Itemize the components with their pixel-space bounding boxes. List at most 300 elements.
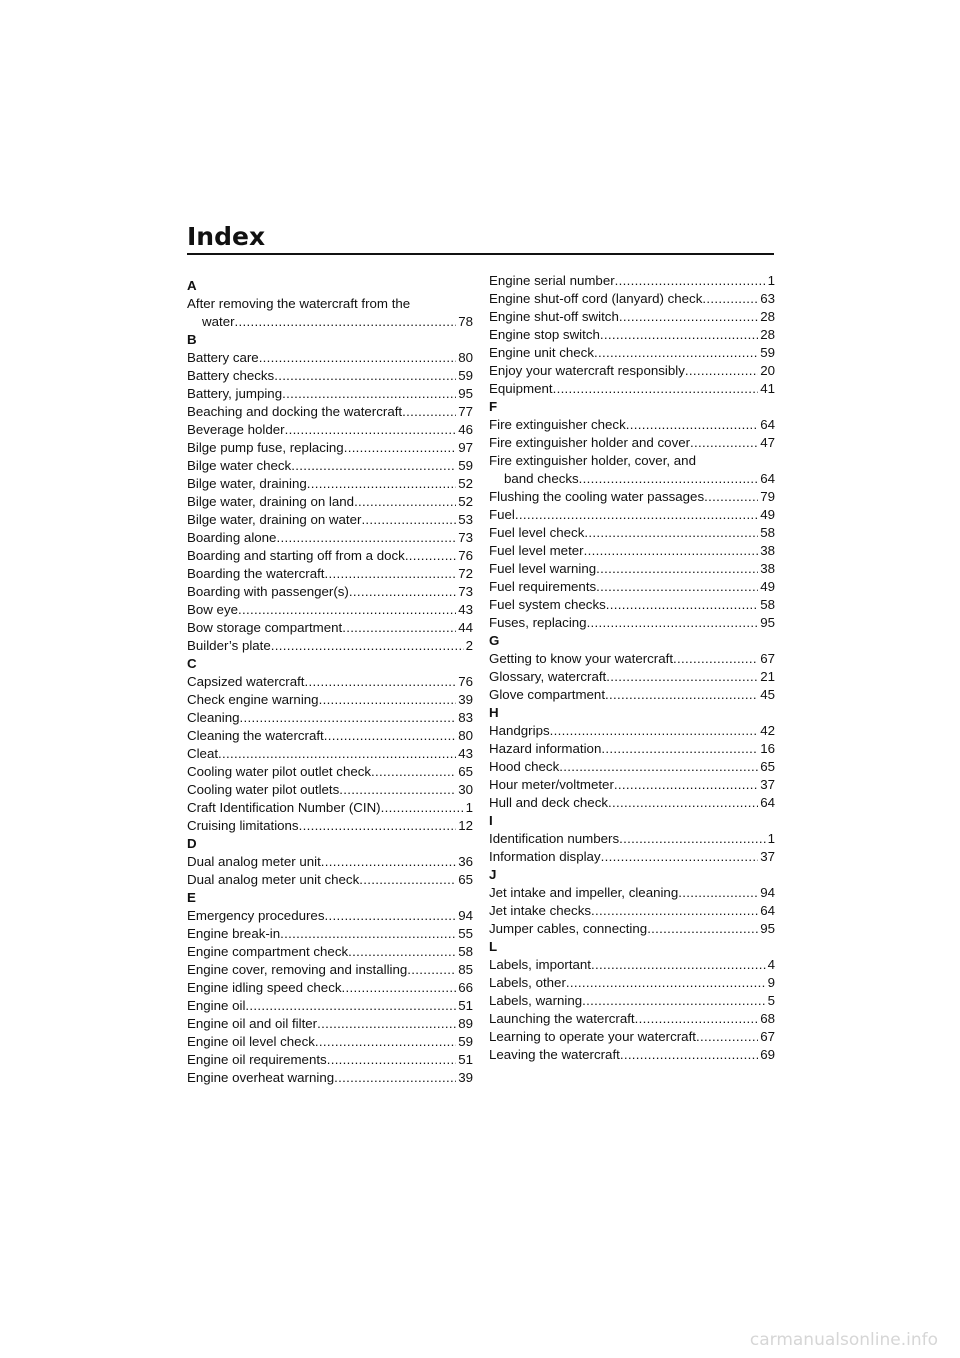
dot-leader: [635, 1010, 759, 1028]
index-entry-page: 53: [458, 512, 473, 527]
index-entry-label: Jumper cables, connecting: [489, 921, 648, 936]
index-entry-page: 65: [458, 872, 473, 887]
index-entry-label: Engine break-in: [187, 926, 281, 941]
index-entry-label: Cleaning the watercraft: [187, 728, 324, 743]
index-entry: [489, 488, 775, 506]
index-entry-page: 76: [458, 548, 473, 563]
index-entry-page: 37: [760, 777, 775, 792]
index-entry: [489, 902, 775, 920]
dot-leader: [601, 848, 759, 866]
index-entry-label: Labels, warning: [489, 993, 583, 1008]
index-entry-page: 58: [760, 525, 775, 540]
index-entry: [187, 1033, 473, 1051]
index-entry-continuation: [489, 470, 775, 488]
dot-leader: [614, 776, 758, 794]
dot-leader: [349, 583, 456, 601]
index-entry-page: 52: [458, 494, 473, 509]
index-entry-page: 49: [760, 579, 775, 594]
dot-leader: [596, 578, 758, 596]
index-entry: [187, 511, 473, 529]
index-entry-label: Engine oil: [187, 998, 246, 1013]
index-letter-heading: L: [489, 939, 498, 954]
dot-leader: [218, 745, 456, 763]
index-entry-label: Fuel level check: [489, 525, 585, 540]
index-letter-heading: I: [489, 813, 493, 828]
index-entry-page: 73: [458, 584, 473, 599]
index-entry: [489, 758, 775, 776]
index-entry-page: 1: [465, 800, 473, 815]
index-entry-label: Labels, other: [489, 975, 566, 990]
index-entry-label: Bilge pump fuse, replacing: [187, 440, 344, 455]
dot-leader: [587, 614, 759, 632]
dot-leader: [299, 817, 457, 835]
index-entry-page: 9: [767, 975, 775, 990]
index-entry: [187, 691, 473, 709]
index-entry: [187, 925, 473, 943]
dot-leader: [291, 457, 456, 475]
index-entry-page: 72: [458, 566, 473, 581]
index-entry-label: Jet intake and impeller, cleaning: [489, 885, 679, 900]
dot-leader: [591, 902, 758, 920]
dot-leader: [259, 349, 457, 367]
index-entry-page: 46: [458, 422, 473, 437]
index-entry: [187, 673, 473, 691]
index-entry: [187, 637, 473, 655]
index-entry: [489, 1046, 775, 1064]
index-entry-page: 43: [458, 602, 473, 617]
dot-leader: [317, 1015, 456, 1033]
index-entry-page: 95: [458, 386, 473, 401]
index-entry-page: 1: [767, 273, 775, 288]
index-entry-label-cont: band checks: [504, 471, 579, 486]
index-entry-page: 51: [458, 1052, 473, 1067]
index-entry: [187, 493, 473, 511]
index-entry: [489, 830, 775, 848]
index-entry: [187, 745, 473, 763]
index-letter-heading: H: [489, 705, 499, 720]
index-entry-page: 52: [458, 476, 473, 491]
index-entry: [187, 961, 473, 979]
index-entry-label: Check engine warning: [187, 692, 319, 707]
index-entry-label: Cleat: [187, 746, 219, 761]
index-entry: [489, 722, 775, 740]
index-entry-label: Launching the watercraft: [489, 1011, 635, 1026]
index-entry-label: Handgrips: [489, 723, 550, 738]
dot-leader: [280, 925, 456, 943]
index-entry-page: 59: [458, 458, 473, 473]
index-entry-label: Equipment: [489, 381, 553, 396]
index-entry: [187, 367, 473, 385]
index-entry: [489, 848, 775, 866]
dot-leader: [591, 956, 766, 974]
dot-leader: [407, 961, 456, 979]
dot-leader: [402, 403, 456, 421]
index-entry-page: 58: [760, 597, 775, 612]
index-entry-page: 66: [458, 980, 473, 995]
dot-leader: [321, 853, 456, 871]
index-entry: [187, 349, 473, 367]
index-entry-label: Engine overheat warning: [187, 1070, 335, 1085]
index-entry-label: Battery, jumping: [187, 386, 283, 401]
index-entry: [187, 601, 473, 619]
dot-leader: [274, 367, 456, 385]
dot-leader: [559, 758, 758, 776]
dot-leader: [678, 884, 758, 902]
index-entry: [489, 650, 775, 668]
dot-leader: [550, 722, 759, 740]
index-entry-page: 65: [458, 764, 473, 779]
dot-leader: [619, 830, 766, 848]
dot-leader: [606, 596, 758, 614]
dot-leader: [620, 1046, 758, 1064]
dot-leader: [307, 475, 456, 493]
index-entry: [187, 763, 473, 781]
index-entry-label: After removing the watercraft from the: [187, 296, 411, 311]
index-entry-page: 36: [458, 854, 473, 869]
index-entry-page: 68: [760, 1011, 775, 1026]
index-entry-label: Enjoy your watercraft responsibly: [489, 363, 685, 378]
index-entry-page: 95: [760, 615, 775, 630]
index-entry-page: 43: [458, 746, 473, 761]
index-entry-page: 73: [458, 530, 473, 545]
dot-leader: [606, 668, 758, 686]
index-entry-label: Emergency procedures: [187, 908, 325, 923]
index-entry-page: 28: [760, 309, 775, 324]
index-entry-page: 49: [760, 507, 775, 522]
index-entry: [489, 740, 775, 758]
dot-leader: [619, 308, 758, 326]
dot-leader: [324, 907, 456, 925]
index-entry-page: 59: [760, 345, 775, 360]
index-entry-label: Bilge water, draining: [187, 476, 307, 491]
dot-leader: [704, 488, 758, 506]
index-entry-label: Engine serial number: [489, 273, 615, 288]
index-entry-label: Engine compartment check: [187, 944, 349, 959]
index-entry-label: Information display: [489, 849, 601, 864]
index-entry: [489, 380, 775, 398]
index-entry: [489, 326, 775, 344]
index-entry-label: Engine cover, removing and installing: [187, 962, 408, 977]
index-entry: [187, 907, 473, 925]
dot-leader: [601, 740, 758, 758]
index-entry-page: 80: [458, 728, 473, 743]
index-entry-label: Glossary, watercraft: [489, 669, 607, 684]
index-entry: [489, 416, 775, 434]
index-entry-label: Fuel level warning: [489, 561, 597, 576]
index-entry-label-cont: water: [202, 314, 235, 329]
index-entry-label: Hazard information: [489, 741, 602, 756]
index-entry: [489, 596, 775, 614]
index-entry-page: 85: [458, 962, 473, 977]
index-entry: [489, 974, 775, 992]
index-entry-label: Fire extinguisher holder and cover: [489, 435, 691, 450]
dot-leader: [315, 1033, 456, 1051]
index-letter-heading: C: [187, 656, 197, 671]
index-entry-page: 16: [760, 741, 775, 756]
watermark: carmanualsonline.info: [749, 1330, 938, 1350]
index-entry-label: Getting to know your watercraft: [489, 651, 674, 666]
index-entry: [489, 524, 775, 542]
index-entry: [187, 565, 473, 583]
index-entry: [187, 1015, 473, 1033]
index-entry-page: 39: [458, 1070, 473, 1085]
index-entry-label: Bilge water, draining on land: [187, 494, 355, 509]
index-entry-page: 39: [458, 692, 473, 707]
dot-leader: [238, 601, 456, 619]
index-entry-page: 38: [760, 561, 775, 576]
index-entry-label: Cruising limitations: [187, 818, 299, 833]
index-entry-page: 30: [458, 782, 473, 797]
index-entry-label: Fuel requirements: [489, 579, 597, 594]
dot-leader: [584, 542, 759, 560]
dot-leader: [696, 1028, 758, 1046]
index-entry-label: Boarding the watercraft: [187, 566, 325, 581]
index-entry-page: 59: [458, 368, 473, 383]
index-entry: [187, 439, 473, 457]
dot-leader: [276, 529, 456, 547]
index-entry-label: Bow eye: [187, 602, 238, 617]
index-letter-heading: J: [489, 867, 497, 882]
index-entry: [489, 452, 775, 488]
index-entry-label: Engine stop switch: [489, 327, 600, 342]
index-entry: [187, 871, 473, 889]
index-entry-page: 2: [465, 638, 473, 653]
index-entry-label: Dual analog meter unit: [187, 854, 321, 869]
dot-leader: [339, 781, 456, 799]
index-letter-heading: A: [187, 278, 197, 293]
index-entry: [187, 547, 473, 565]
index-entry-continuation: [187, 313, 473, 331]
index-entry: [489, 920, 775, 938]
index-entry: [187, 475, 473, 493]
index-entry: [489, 776, 775, 794]
dot-leader: [702, 290, 758, 308]
dot-leader: [626, 416, 758, 434]
index-entry: [489, 614, 775, 632]
dot-leader: [596, 560, 758, 578]
dot-leader: [673, 650, 758, 668]
dot-leader: [584, 524, 758, 542]
index-entry-label: Hull and deck check: [489, 795, 608, 810]
index-entry-page: 38: [760, 543, 775, 558]
dot-leader: [245, 997, 456, 1015]
index-entry: [187, 619, 473, 637]
index-entry: [187, 997, 473, 1015]
index-entry: [187, 385, 473, 403]
index-entry: [489, 1010, 775, 1028]
index-entry: [187, 781, 473, 799]
dot-leader: [359, 871, 456, 889]
dot-leader: [381, 799, 464, 817]
dot-leader: [371, 763, 456, 781]
index-entry-label: Labels, important: [489, 957, 591, 972]
index-entry: [489, 1028, 775, 1046]
index-letter-heading: B: [187, 332, 197, 347]
index-entry-page: 20: [760, 363, 775, 378]
index-entry-label: Cleaning: [187, 710, 240, 725]
index-entry-page: 94: [760, 885, 775, 900]
index-entry-label: Battery care: [187, 350, 259, 365]
index-entry-label: Cooling water pilot outlets: [187, 782, 340, 797]
index-entry: [489, 434, 775, 452]
index-entry-label: Fire extinguisher check: [489, 417, 626, 432]
index-entry-page: 64: [760, 471, 775, 486]
dot-leader: [405, 547, 456, 565]
index-entry-label: Engine unit check: [489, 345, 594, 360]
index-entry-page: 64: [760, 903, 775, 918]
dot-leader: [594, 344, 758, 362]
dot-leader: [319, 691, 457, 709]
index-entry-label: Fuses, replacing: [489, 615, 587, 630]
dot-leader: [361, 511, 456, 529]
index-entry-page: 44: [458, 620, 473, 635]
index-entry-page: 94: [458, 908, 473, 923]
index-entry-label: Builder’s plate: [187, 638, 271, 653]
index-entry-page: 80: [458, 350, 473, 365]
dot-leader: [615, 272, 766, 290]
index-entry: [489, 308, 775, 326]
index-entry-page: 95: [760, 921, 775, 936]
index-entry-page: 77: [458, 404, 473, 419]
index-entry-label: Beverage holder: [187, 422, 285, 437]
index-entry-label: Bow storage compartment: [187, 620, 343, 635]
index-entry-label: Hour meter/voltmeter: [489, 777, 614, 792]
index-entry-page: 47: [760, 435, 775, 450]
index-entry: [489, 578, 775, 596]
title-rule: [187, 253, 774, 255]
index-entry: [489, 290, 775, 308]
index-entry-label: Flushing the cooling water passages: [489, 489, 705, 504]
dot-leader: [342, 619, 456, 637]
index-entry: [489, 362, 775, 380]
dot-leader: [582, 992, 765, 1010]
index-entry-label: Fuel: [489, 507, 515, 522]
index-entry: [489, 542, 775, 560]
index-entry-page: 28: [760, 327, 775, 342]
index-entry: [187, 403, 473, 421]
index-entry-page: 55: [458, 926, 473, 941]
index-entry-label: Engine idling speed check: [187, 980, 342, 995]
index-entry-label: Jet intake checks: [489, 903, 591, 918]
index-entry: [187, 727, 473, 745]
index-entry-page: 5: [767, 993, 775, 1008]
index-entry-page: 21: [760, 669, 775, 684]
dot-leader: [647, 920, 758, 938]
index-entry: [187, 529, 473, 547]
index-entry-label: Engine shut-off cord (lanyard) check: [489, 291, 703, 306]
index-entry-label: Learning to operate your watercraft: [489, 1029, 696, 1044]
index-entry: [187, 421, 473, 439]
index-column-left: [187, 277, 473, 1087]
index-entry-label: Boarding and starting off from a dock: [187, 548, 405, 563]
index-entry-label: Boarding with passenger(s): [187, 584, 349, 599]
index-entry: [187, 979, 473, 997]
dot-leader: [553, 380, 759, 398]
index-entry-label: Battery checks: [187, 368, 275, 383]
index-entry-label: Craft Identification Number (CIN): [187, 800, 381, 815]
dot-leader: [285, 421, 457, 439]
index-entry: [489, 794, 775, 812]
index-entry-page: 4: [767, 957, 775, 972]
index-entry: [489, 956, 775, 974]
dot-leader: [282, 385, 456, 403]
index-letter-heading: E: [187, 890, 196, 905]
index-entry-label: Identification numbers: [489, 831, 620, 846]
index-column-right: [489, 272, 775, 1064]
index-entry-label: Fuel level meter: [489, 543, 584, 558]
index-letter-heading: G: [489, 633, 500, 648]
index-entry: [187, 709, 473, 727]
index-entry-page: 78: [458, 314, 473, 329]
index-entry-page: 65: [760, 759, 775, 774]
index-entry-label: Cooling water pilot outlet check: [187, 764, 372, 779]
dot-leader: [605, 686, 758, 704]
dot-leader: [690, 434, 758, 452]
index-entry-page: 59: [458, 1034, 473, 1049]
index-entry-page: 42: [760, 723, 775, 738]
index-entry: [489, 344, 775, 362]
index-entry: [489, 668, 775, 686]
dot-leader: [305, 673, 457, 691]
index-entry-page: 83: [458, 710, 473, 725]
index-entry: [187, 799, 473, 817]
index-entry: [187, 853, 473, 871]
page-title: Index: [187, 222, 266, 251]
index-letter-heading: D: [187, 836, 197, 851]
index-entry-page: 12: [458, 818, 473, 833]
index-entry-label: Glove compartment: [489, 687, 606, 702]
index-entry: [187, 1051, 473, 1069]
index-entry-page: 45: [760, 687, 775, 702]
dot-leader: [235, 313, 457, 331]
index-entry-page: 37: [760, 849, 775, 864]
index-entry: [187, 817, 473, 835]
dot-leader: [240, 709, 457, 727]
index-entry-label: Engine oil and oil filter: [187, 1016, 318, 1031]
index-entry: [187, 1069, 473, 1087]
dot-leader: [271, 637, 464, 655]
index-entry: [187, 457, 473, 475]
dot-leader: [608, 794, 758, 812]
index-entry-page: 76: [458, 674, 473, 689]
index-entry: [489, 992, 775, 1010]
dot-leader: [566, 974, 766, 992]
index-entry: [489, 560, 775, 578]
index-entry: [187, 295, 473, 331]
index-entry-label: Leaving the watercraft: [489, 1047, 620, 1062]
index-entry-label: Engine shut-off switch: [489, 309, 619, 324]
index-entry-page: 67: [760, 1029, 775, 1044]
index-entry-label: Bilge water check: [187, 458, 292, 473]
index-entry-label: Fire extinguisher holder, cover, and: [489, 453, 696, 468]
dot-leader: [344, 439, 457, 457]
index-entry-page: 64: [760, 417, 775, 432]
index-entry-label: Boarding alone: [187, 530, 277, 545]
index-entry-page: 97: [458, 440, 473, 455]
index-entry-label: Bilge water, draining on water: [187, 512, 362, 527]
dot-leader: [579, 470, 759, 488]
index-entry: [489, 884, 775, 902]
dot-leader: [342, 979, 457, 997]
index-entry: [489, 686, 775, 704]
index-entry: [187, 583, 473, 601]
dot-leader: [324, 565, 456, 583]
index-entry-page: 69: [760, 1047, 775, 1062]
index-entry-label: Hood check: [489, 759, 560, 774]
index-entry-page: 89: [458, 1016, 473, 1031]
index-letter-heading: F: [489, 399, 498, 414]
index-entry-label: Dual analog meter unit check: [187, 872, 360, 887]
